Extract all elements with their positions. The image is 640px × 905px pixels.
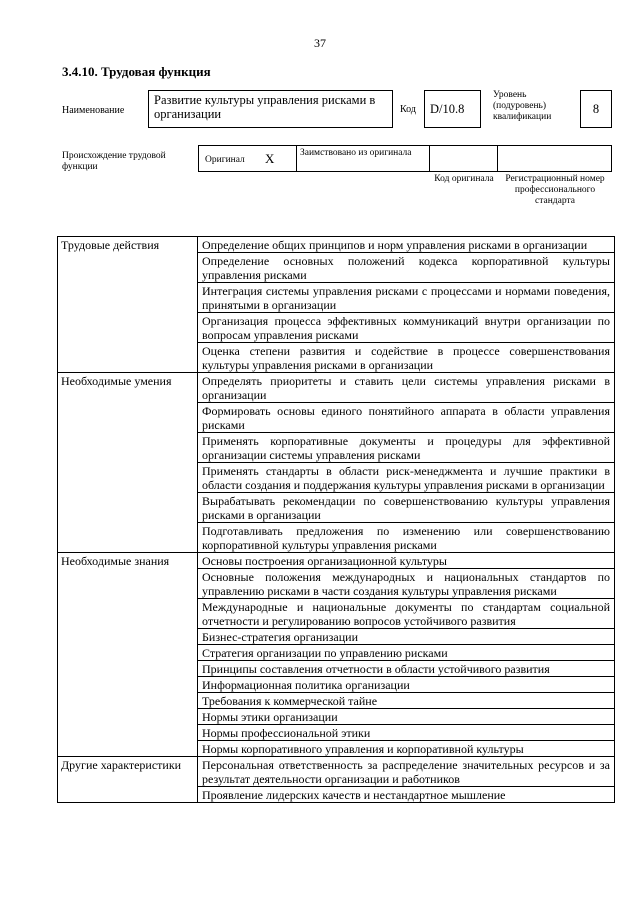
section-label: Другие характеристики (58, 757, 198, 803)
section-item: Определение общих принципов и норм управления рисками в организации (198, 237, 615, 253)
function-name-value: Развитие культуры управления рисками в организации (154, 93, 376, 121)
section-item: Применять корпоративные документы и процедуры для эффективной организации системы управления рисками (198, 433, 615, 463)
section-item: Организация процесса эффективных коммуникаций внутри организации по вопросам управления рисками (198, 313, 615, 343)
function-details-table (57, 236, 615, 803)
code-label: Код (400, 104, 416, 115)
table-row (58, 757, 615, 787)
borrowed-box (296, 145, 430, 172)
registration-number-box (497, 145, 612, 172)
page-number: 37 (314, 36, 326, 50)
section-item: Проявление лидерских качеств и нестандартное мышление (198, 787, 615, 803)
section-item: Нормы профессиональной этики (198, 725, 615, 741)
original-label: Оригинал (205, 155, 245, 165)
section-item: Международные и национальные документы по стандартам социальной отчетности и регулированию вопросов устойчивого развития (198, 599, 615, 629)
section-item: Определять приоритеты и ставить цели системы управления рисками в организации (198, 373, 615, 403)
registration-number-caption: Регистрационный номер профессионального стандарта (505, 174, 605, 206)
table-row (58, 373, 615, 403)
section-item: Подготавливать предложения по изменению или совершенствованию корпоративной культуры управления рисками (198, 523, 615, 553)
section-item: Информационная политика организации (198, 677, 615, 693)
section-item: Нормы корпоративного управления и корпоративной культуры (198, 741, 615, 757)
function-name-box (148, 90, 393, 128)
level-box (580, 90, 612, 128)
table-row (58, 237, 615, 253)
section-item: Персональная ответственность за распределение значительных ресурсов и за результат деятельности организации и работников (198, 757, 615, 787)
section-item: Оценка степени развития и содействие в процессе совершенствования культуры управления рисками в организации (198, 343, 615, 373)
section-title: 3.4.10. Трудовая функция (62, 64, 211, 79)
section-item: Определение основных положений кодекса корпоративной культуры управления рисками (198, 253, 615, 283)
section-label: Необходимые знания (58, 553, 198, 757)
code-value: D/10.8 (430, 102, 465, 116)
borrowed-label: Заимствовано из оригинала (300, 148, 412, 158)
original-code-caption: Код оригинала (434, 174, 494, 184)
table-row (58, 553, 615, 569)
section-item: Вырабатывать рекомендации по совершенствованию культуры управления рисками в организации (198, 493, 615, 523)
section-item: Применять стандарты в области риск-менеджмента и лучшие практики в области создания и поддержания культуры управления рисками в организации (198, 463, 615, 493)
section-item: Нормы этики организации (198, 709, 615, 725)
origin-label: Происхождение трудовой функции (62, 151, 166, 172)
section-item: Принципы составления отчетности в области устойчивого развития (198, 661, 615, 677)
level-label: Уровень (подуровень) квалификации (493, 90, 552, 122)
level-value: 8 (592, 102, 600, 116)
section-label: Трудовые действия (58, 237, 198, 373)
code-box (424, 90, 481, 128)
section-label: Необходимые умения (58, 373, 198, 553)
name-label: Наименование (62, 105, 125, 116)
original-mark: X (265, 151, 275, 166)
original-box (198, 145, 297, 172)
original-code-box (429, 145, 498, 172)
section-item: Основные положения международных и национальных стандартов по управлению рисками в части создания культуры управления рисками (198, 569, 615, 599)
section-item: Стратегия организации по управлению рисками (198, 645, 615, 661)
section-item: Формировать основы единого понятийного аппарата в области управления рисками (198, 403, 615, 433)
section-item: Бизнес-стратегия организации (198, 629, 615, 645)
section-item: Основы построения организационной культуры (198, 553, 615, 569)
section-item: Интеграция системы управления рисками с процессами и нормами поведения, принятыми в организации (198, 283, 615, 313)
section-item: Требования к коммерческой тайне (198, 693, 615, 709)
